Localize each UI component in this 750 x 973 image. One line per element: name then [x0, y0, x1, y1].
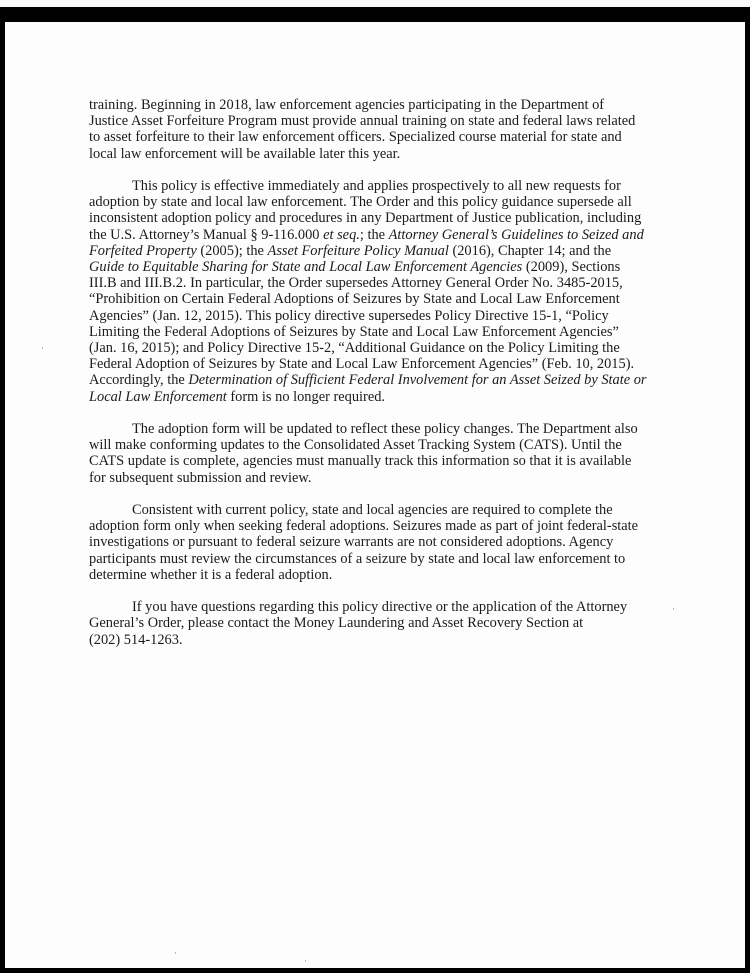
- scan-speck: [175, 952, 176, 954]
- text-line: [89, 518, 709, 534]
- text-line: [89, 308, 709, 324]
- text-run: “Prohibition on Certain Federal Adoptions of Seizures by State and Local Law Enforcement: [89, 291, 620, 308]
- text-run: III.B and III.B.2. In particular, the Order supersedes Attorney General Order No. 3485-2015,: [89, 275, 623, 292]
- text-line: [89, 437, 709, 453]
- text-line: [89, 227, 709, 243]
- text-run: to asset forfeiture to their law enforcement officers. Specialized course material for state and: [89, 129, 622, 146]
- text-run: If you have questions regarding this policy directive or the application of the Attorney: [132, 599, 628, 616]
- text-run: (2016), Chapter 14; and the: [448, 242, 612, 259]
- paragraph: [89, 97, 709, 162]
- scan-speck: [42, 347, 43, 349]
- text-line: [89, 421, 709, 437]
- italic-title: Asset Forfeiture Policy Manual: [267, 242, 449, 259]
- text-line: [89, 178, 709, 194]
- italic-title: Guide to Equitable Sharing for State and Local Law Enforcement Agencies: [89, 259, 523, 276]
- paragraph: [89, 178, 709, 405]
- text-line: [89, 470, 709, 486]
- text-run: General’s Order, please contact the Money Laundering and Asset Recovery Section at: [89, 615, 584, 632]
- text-run: Justice Asset Forfeiture Program must provide annual training on state and federal laws related: [89, 113, 636, 130]
- text-line: [89, 534, 709, 550]
- text-line: [89, 615, 709, 631]
- text-run: inconsistent adoption policy and procedures in any Department of Justice publication, including: [89, 210, 642, 227]
- text-line: [89, 129, 709, 145]
- scan-speck: [305, 960, 306, 962]
- text-line: [89, 632, 709, 648]
- text-run: will make conforming updates to the Consolidated Asset Tracking System (CATS). Until the: [89, 437, 622, 454]
- italic-title: et seq.: [323, 226, 360, 243]
- text-line: [89, 210, 709, 226]
- text-line: [89, 502, 709, 518]
- text-line: [89, 356, 709, 372]
- text-line: [89, 551, 709, 567]
- text-run: (2005); the: [196, 242, 268, 259]
- paragraph: [89, 421, 709, 486]
- text-line: [89, 453, 709, 469]
- text-line: [89, 194, 709, 210]
- text-run: participants must review the circumstances of a seizure by state and local law enforcement to: [89, 550, 626, 567]
- document-body: [89, 97, 709, 664]
- text-line: [89, 291, 709, 307]
- text-line: [89, 340, 709, 356]
- text-run: The adoption form will be updated to reflect these policy changes. The Department also: [132, 421, 638, 438]
- text-line: [89, 243, 709, 259]
- text-line: [89, 389, 709, 405]
- text-line: [89, 97, 709, 113]
- italic-title: Determination of Sufficient Federal Involvement for an Asset Seized by State or: [188, 372, 647, 389]
- text-line: [89, 259, 709, 275]
- text-run: ; the: [359, 226, 389, 243]
- text-line: [89, 146, 709, 162]
- text-run: determine whether it is a federal adoption.: [89, 566, 333, 583]
- text-run: Accordingly, the: [89, 372, 189, 389]
- italic-title: Attorney General’s Guidelines to Seized and: [388, 226, 644, 243]
- scan-top-strip: [0, 0, 750, 7]
- italic-title: Forfeited Property: [89, 242, 197, 259]
- text-run: CATS update is complete, agencies must manually track this information so that it is available: [89, 453, 632, 470]
- text-line: [89, 372, 709, 388]
- italic-title: Local Law Enforcement: [89, 388, 227, 405]
- text-run: adoption by state and local law enforcement. The Order and this policy guidance supersede all: [89, 194, 632, 211]
- text-line: [89, 275, 709, 291]
- text-run: for subsequent submission and review.: [89, 469, 312, 486]
- text-run: investigations or pursuant to federal seizure warrants are not considered adoptions. Agency: [89, 534, 614, 551]
- text-run: (Jan. 16, 2015); and Policy Directive 15-2, “Additional Guidance on the Policy Limiting the: [89, 340, 620, 357]
- text-run: Agencies” (Jan. 12, 2015). This policy directive supersedes Policy Directive 15-1, “Policy: [89, 307, 609, 324]
- text-run: Limiting the Federal Adoptions of Seizures by State and Local Law Enforcement Agencies”: [89, 323, 619, 340]
- text-run: (202) 514-1263.: [89, 631, 183, 648]
- text-run: Consistent with current policy, state and local agencies are required to complete the: [132, 502, 613, 519]
- text-line: [89, 567, 709, 583]
- text-run: This policy is effective immediately and applies prospectively to all new requests for: [132, 178, 621, 194]
- text-run: (2009), Sections: [522, 259, 621, 276]
- text-line: [89, 324, 709, 340]
- text-run: training. Beginning in 2018, law enforcement agencies participating in the Department of: [89, 97, 605, 113]
- text-run: Federal Adoption of Seizures by State and Local Law Enforcement Agencies” (Feb. 10, 2015).: [89, 356, 635, 373]
- text-line: [89, 113, 709, 129]
- text-run: adoption form only when seeking federal adoptions. Seizures made as part of joint federal-state: [89, 518, 639, 535]
- paragraph: [89, 599, 709, 648]
- text-run: local law enforcement will be available later this year.: [89, 145, 401, 162]
- text-run: the U.S. Attorney’s Manual § 9-116.000: [89, 226, 324, 243]
- text-run: form is no longer required.: [226, 388, 386, 405]
- paragraph: [89, 502, 709, 583]
- text-line: [89, 599, 709, 615]
